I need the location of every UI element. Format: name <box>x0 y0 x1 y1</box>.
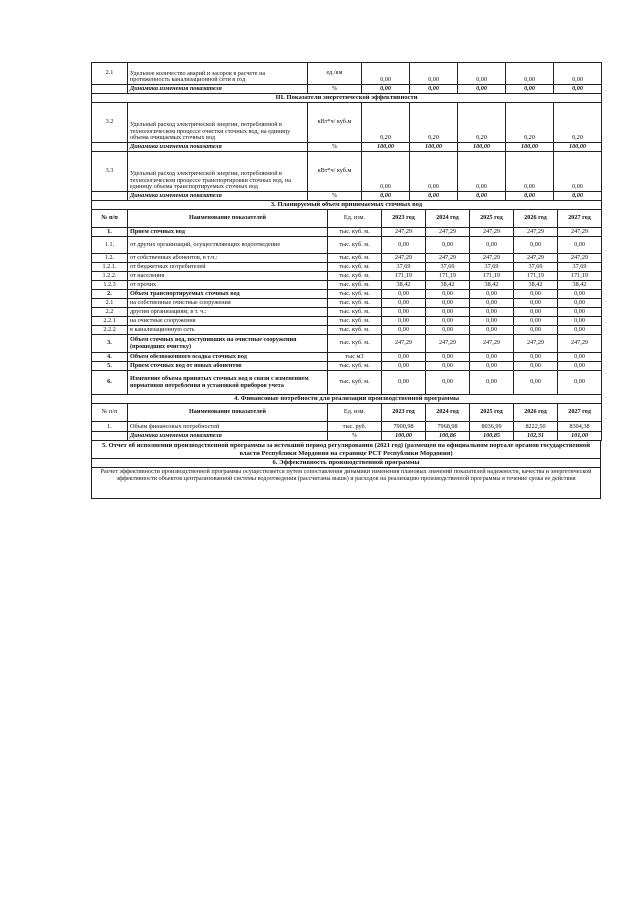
value-cell: 0,00 <box>458 152 506 192</box>
value-cell: 100,00 <box>506 143 554 152</box>
section-heading-row <box>92 395 602 404</box>
table-row <box>92 272 602 281</box>
value-cell: 247,29 <box>470 228 514 237</box>
wastewater-volume-rows <box>92 228 602 395</box>
value-cell: 247,29 <box>514 254 558 263</box>
table-row <box>92 281 602 290</box>
table-row <box>92 317 602 326</box>
row-num: 2. <box>92 290 128 299</box>
value-cell: 247,29 <box>558 228 602 237</box>
row-unit: тыс м3 <box>328 353 382 362</box>
indicators-table <box>91 62 602 201</box>
value-cell: 100,00 <box>410 143 458 152</box>
value-cell: 0,00 <box>514 290 558 299</box>
row-num: 2.2.1 <box>92 317 128 326</box>
table-header-row <box>92 210 602 228</box>
row-unit: % <box>308 143 362 152</box>
value-cell: 0,00 <box>382 237 426 254</box>
table-row <box>92 362 602 371</box>
value-cell: 0,00 <box>506 192 554 201</box>
row-name: от бюджетных потребителей <box>128 263 328 272</box>
value-cell: 38,42 <box>514 281 558 290</box>
header-year: 2023 год <box>382 404 426 422</box>
value-cell: 0,00 <box>426 290 470 299</box>
row-name: Удельный расход электрической энергии, потребляемой в технологическом процессе транспортировки сточных вод, на единицу объема транспортируемых сточных вод <box>128 152 308 192</box>
value-cell: 247,29 <box>558 335 602 353</box>
value-cell: 247,29 <box>470 335 514 353</box>
wastewater-volume-table <box>91 200 602 395</box>
value-cell: 0,00 <box>382 326 426 335</box>
row-unit: тыс. куб. м. <box>328 281 382 290</box>
row-unit: тыс. куб. м. <box>328 362 382 371</box>
value-cell: 0,00 <box>426 308 470 317</box>
value-cell: 0,00 <box>514 299 558 308</box>
value-cell: 0,00 <box>470 371 514 395</box>
row-unit: тыс. куб. м. <box>328 254 382 263</box>
value-cell: 0,00 <box>558 237 602 254</box>
row-name: Прием сточных вод от новых абонентов <box>128 362 328 371</box>
value-cell: 37,69 <box>382 263 426 272</box>
value-cell: 100,00 <box>362 143 410 152</box>
value-cell: 0,00 <box>362 63 410 85</box>
table-header-row <box>92 404 602 422</box>
header-year: 2024 год <box>426 404 470 422</box>
value-cell: 171,19 <box>470 272 514 281</box>
header-year: 2024 год <box>426 210 470 228</box>
row-num: 5. <box>92 362 128 371</box>
value-cell: 171,19 <box>382 272 426 281</box>
value-cell: 0,00 <box>426 353 470 362</box>
value-cell: 37,69 <box>426 263 470 272</box>
row-name: Удельный расход электрической энергии, потребляемой в технологическом процессе очистки сточных вод, на единицу объема очищаемых сточных вод <box>128 103 308 143</box>
header-year: 2023 год <box>382 210 426 228</box>
value-cell: 7968,98 <box>426 422 470 432</box>
table-row <box>92 254 602 263</box>
table-row <box>92 422 602 432</box>
row-name: от собственных абонентов, в т.ч.: <box>128 254 328 263</box>
value-cell: 38,42 <box>382 281 426 290</box>
value-cell: 0,00 <box>382 290 426 299</box>
value-cell: 247,29 <box>514 228 558 237</box>
value-cell: 37,69 <box>558 263 602 272</box>
value-cell: 247,29 <box>514 335 558 353</box>
value-cell: 0,00 <box>506 85 554 94</box>
row-num: 1. <box>92 422 128 432</box>
dynamics-label: Динамика изменения показателя <box>128 432 328 441</box>
section-heading-row <box>92 94 602 103</box>
header-unit: Ед. изм. <box>328 210 382 228</box>
section-title: 3. Планируемый объем принимаемых сточных вод <box>92 201 602 210</box>
value-cell: 0,00 <box>514 317 558 326</box>
row-num: 1.2. <box>92 254 128 263</box>
row-unit: тыс. руб. <box>328 422 382 432</box>
value-cell: 0,00 <box>470 362 514 371</box>
dynamics-label: Динамика изменения показателя <box>128 143 308 152</box>
value-cell: 0,00 <box>426 299 470 308</box>
value-cell: 0,00 <box>362 192 410 201</box>
value-cell: 100,86 <box>426 432 470 441</box>
value-cell: 8036,99 <box>470 422 514 432</box>
dynamics-row <box>92 143 602 152</box>
value-cell: 0,00 <box>558 362 602 371</box>
value-cell: 0,00 <box>426 326 470 335</box>
row-num: 2.2.2 <box>92 326 128 335</box>
value-cell: 0,00 <box>558 290 602 299</box>
value-cell: 0,00 <box>362 152 410 192</box>
value-cell: 0,00 <box>410 85 458 94</box>
efficiency-text-row <box>92 468 601 499</box>
row-name: от населения <box>128 272 328 281</box>
row-unit: тыс. куб. м. <box>328 308 382 317</box>
value-cell: 8222,50 <box>514 422 558 432</box>
row-name: Объем транспортируемых сточных вод <box>128 290 328 299</box>
value-cell: 0,00 <box>470 308 514 317</box>
value-cell: 0,20 <box>554 103 602 143</box>
row-num: 2.1 <box>92 63 128 85</box>
value-cell: 0,00 <box>426 237 470 254</box>
dynamics-label: Динамика изменения показателя <box>128 192 308 201</box>
row-num: 3. <box>92 335 128 353</box>
value-cell: 171,19 <box>514 272 558 281</box>
section-heading-row <box>92 441 601 459</box>
row-name: другим организациям, в т. ч.: <box>128 308 328 317</box>
value-cell: 7900,98 <box>382 422 426 432</box>
row-num: 3.3 <box>92 152 128 192</box>
row-unit: тыс. куб. м. <box>328 237 382 254</box>
value-cell: 171,19 <box>558 272 602 281</box>
value-cell: 0,00 <box>382 299 426 308</box>
value-cell: 0,00 <box>554 63 602 85</box>
row-name: Объем сточных вод, поступивших на очистные сооружения (прошедших очистку) <box>128 335 328 353</box>
table-row <box>92 299 602 308</box>
value-cell: 0,00 <box>554 85 602 94</box>
table-row <box>92 335 602 353</box>
row-name: на очистные сооружения <box>128 317 328 326</box>
dynamics-row <box>92 85 602 94</box>
row-name: Изменение объема принятых сточных вод в связи с изменением нормативов потребления и установкой приборов учета <box>128 371 328 395</box>
value-cell: 0,20 <box>362 103 410 143</box>
value-cell: 247,29 <box>426 335 470 353</box>
value-cell: 0,00 <box>410 192 458 201</box>
value-cell: 100,00 <box>554 143 602 152</box>
table-row <box>92 290 602 299</box>
value-cell: 0,00 <box>506 152 554 192</box>
section-title: 6. Эффективность производственной программы <box>92 459 601 468</box>
value-cell: 100,00 <box>458 143 506 152</box>
table-row <box>92 237 602 254</box>
table-row <box>92 371 602 395</box>
header-year: 2025 год <box>470 210 514 228</box>
row-name: Объем обезвоженного осадка сточных вод <box>128 353 328 362</box>
value-cell: 37,69 <box>514 263 558 272</box>
value-cell: 0,00 <box>382 362 426 371</box>
value-cell: 102,31 <box>514 432 558 441</box>
value-cell: 0,00 <box>554 192 602 201</box>
header-year: 2026 год <box>514 210 558 228</box>
header-unit: Ед. изм. <box>328 404 382 422</box>
value-cell: 0,00 <box>470 326 514 335</box>
value-cell: 0,00 <box>514 362 558 371</box>
header-name: Наименование показателей <box>128 404 328 422</box>
value-cell: 0,00 <box>514 353 558 362</box>
header-year: 2026 год <box>514 404 558 422</box>
value-cell: 247,29 <box>382 335 426 353</box>
value-cell: 247,29 <box>426 254 470 263</box>
value-cell: 0,00 <box>470 237 514 254</box>
value-cell: 0,00 <box>514 371 558 395</box>
section-title: III. Показатели энергетической эффективности <box>92 94 602 103</box>
value-cell: 0,00 <box>426 362 470 371</box>
row-unit: тыс. куб. м. <box>328 299 382 308</box>
value-cell: 0,00 <box>514 326 558 335</box>
value-cell: 0,20 <box>458 103 506 143</box>
value-cell: 0,00 <box>426 317 470 326</box>
value-cell: 0,00 <box>426 371 470 395</box>
value-cell: 247,29 <box>558 254 602 263</box>
value-cell: 0,00 <box>362 85 410 94</box>
table-row <box>92 326 602 335</box>
value-cell: 0,00 <box>382 353 426 362</box>
value-cell: 0,00 <box>470 290 514 299</box>
value-cell: 171,19 <box>426 272 470 281</box>
value-cell: 100,00 <box>382 432 426 441</box>
row-unit: % <box>308 192 362 201</box>
row-num: 1.2.2. <box>92 272 128 281</box>
header-name: Наименование показателей <box>128 210 328 228</box>
value-cell: 0,00 <box>382 308 426 317</box>
row-2-1 <box>92 63 602 85</box>
row-unit: тыс. куб. м. <box>328 335 382 353</box>
row-num: 4. <box>92 353 128 362</box>
section-heading-row <box>92 459 601 468</box>
value-cell: 8304,38 <box>558 422 602 432</box>
value-cell: 0,00 <box>458 192 506 201</box>
row-3-2 <box>92 103 602 143</box>
value-cell: 0,00 <box>558 326 602 335</box>
row-unit: % <box>308 85 362 94</box>
value-cell: 247,29 <box>470 254 514 263</box>
header-num: № п/п <box>92 210 128 228</box>
row-unit: тыс. куб. м. <box>328 290 382 299</box>
row-name: в канализационную сеть <box>128 326 328 335</box>
efficiency-text: Расчет эффективности производственной программы осуществляется путем сопоставления динамики изменения плановых значений показателей надежности, качества и энергетической эффективности объектов централизованной системы водоотведения (рассчитаны выше) и расходов на реализацию производственной программы в течение срока ее действия <box>92 468 601 499</box>
value-cell: 37,69 <box>470 263 514 272</box>
row-num: 1.2.1. <box>92 263 128 272</box>
table-row <box>92 263 602 272</box>
value-cell: 101,00 <box>558 432 602 441</box>
value-cell: 0,00 <box>558 353 602 362</box>
row-name: Объем финансовых потребностей <box>128 422 328 432</box>
document-page <box>91 62 601 499</box>
section-title: 5. Отчет об исполнении производственной программы за истекший период регулирования (2021 год) (размещен на официальном портале органов государственной власти Республики Мордовия на странице РСТ Республики Мордовия) <box>92 441 601 459</box>
row-num: 2.2 <box>92 308 128 317</box>
value-cell: 0,20 <box>410 103 458 143</box>
value-cell: 0,00 <box>410 63 458 85</box>
row-num: 1.1. <box>92 237 128 254</box>
financial-needs-table <box>91 394 602 441</box>
row-unit: тыс. куб. м. <box>328 228 382 237</box>
value-cell: 0,00 <box>558 371 602 395</box>
value-cell: 0,00 <box>458 85 506 94</box>
row-unit: кВт*ч/ куб.м <box>308 152 362 192</box>
value-cell: 0,00 <box>554 152 602 192</box>
table-row <box>92 308 602 317</box>
value-cell: 0,00 <box>558 308 602 317</box>
row-unit: кВт*ч/ куб.м <box>308 103 362 143</box>
value-cell: 0,00 <box>410 152 458 192</box>
row-name: Прием сточных вод <box>128 228 328 237</box>
row-3-3 <box>92 152 602 192</box>
value-cell: 0,00 <box>558 299 602 308</box>
value-cell: 100,85 <box>470 432 514 441</box>
value-cell: 247,29 <box>382 228 426 237</box>
row-unit: ед./км <box>308 63 362 85</box>
section-heading-row <box>92 201 602 210</box>
header-year: 2027 год <box>558 210 602 228</box>
row-num: 2.1 <box>92 299 128 308</box>
value-cell: 0,00 <box>458 63 506 85</box>
value-cell: 247,29 <box>382 254 426 263</box>
value-cell: 38,42 <box>426 281 470 290</box>
value-cell: 0,00 <box>514 237 558 254</box>
row-unit: тыс. куб. м. <box>328 272 382 281</box>
value-cell: 38,42 <box>470 281 514 290</box>
value-cell: 0,00 <box>470 353 514 362</box>
header-year: 2027 год <box>558 404 602 422</box>
row-name: Удельное количество аварий и засоров в расчете на протяженность канализационной сети в год <box>128 63 308 85</box>
header-num: № п/п <box>92 404 128 422</box>
row-unit: тыс. куб. м. <box>328 326 382 335</box>
row-num: 1. <box>92 228 128 237</box>
value-cell: 0,00 <box>506 63 554 85</box>
value-cell: 0,00 <box>470 299 514 308</box>
value-cell: 0,20 <box>506 103 554 143</box>
value-cell: 0,00 <box>558 317 602 326</box>
table-row <box>92 228 602 237</box>
row-unit: % <box>328 432 382 441</box>
report-table <box>91 440 601 499</box>
value-cell: 247,29 <box>426 228 470 237</box>
row-num: 3.2 <box>92 103 128 143</box>
value-cell: 0,00 <box>470 317 514 326</box>
row-num: 6. <box>92 371 128 395</box>
row-num: 1.2.3 <box>92 281 128 290</box>
table-row <box>92 353 602 362</box>
header-year: 2025 год <box>470 404 514 422</box>
row-unit: тыс. куб. м. <box>328 317 382 326</box>
value-cell: 0,00 <box>382 317 426 326</box>
value-cell: 0,00 <box>382 371 426 395</box>
row-unit: тыс. куб. м. <box>328 263 382 272</box>
row-name: на собственные очистные сооружения <box>128 299 328 308</box>
section-title: 4. Финансовые потребности для реализации производственной программы <box>92 395 602 404</box>
row-name: от других организаций, осуществляющих водоотведение <box>128 237 328 254</box>
row-unit: тыс. куб. м. <box>328 371 382 395</box>
value-cell: 38,42 <box>558 281 602 290</box>
row-name: от прочих <box>128 281 328 290</box>
dynamics-label: Динамика изменения показателя <box>128 85 308 94</box>
value-cell: 0,00 <box>514 308 558 317</box>
